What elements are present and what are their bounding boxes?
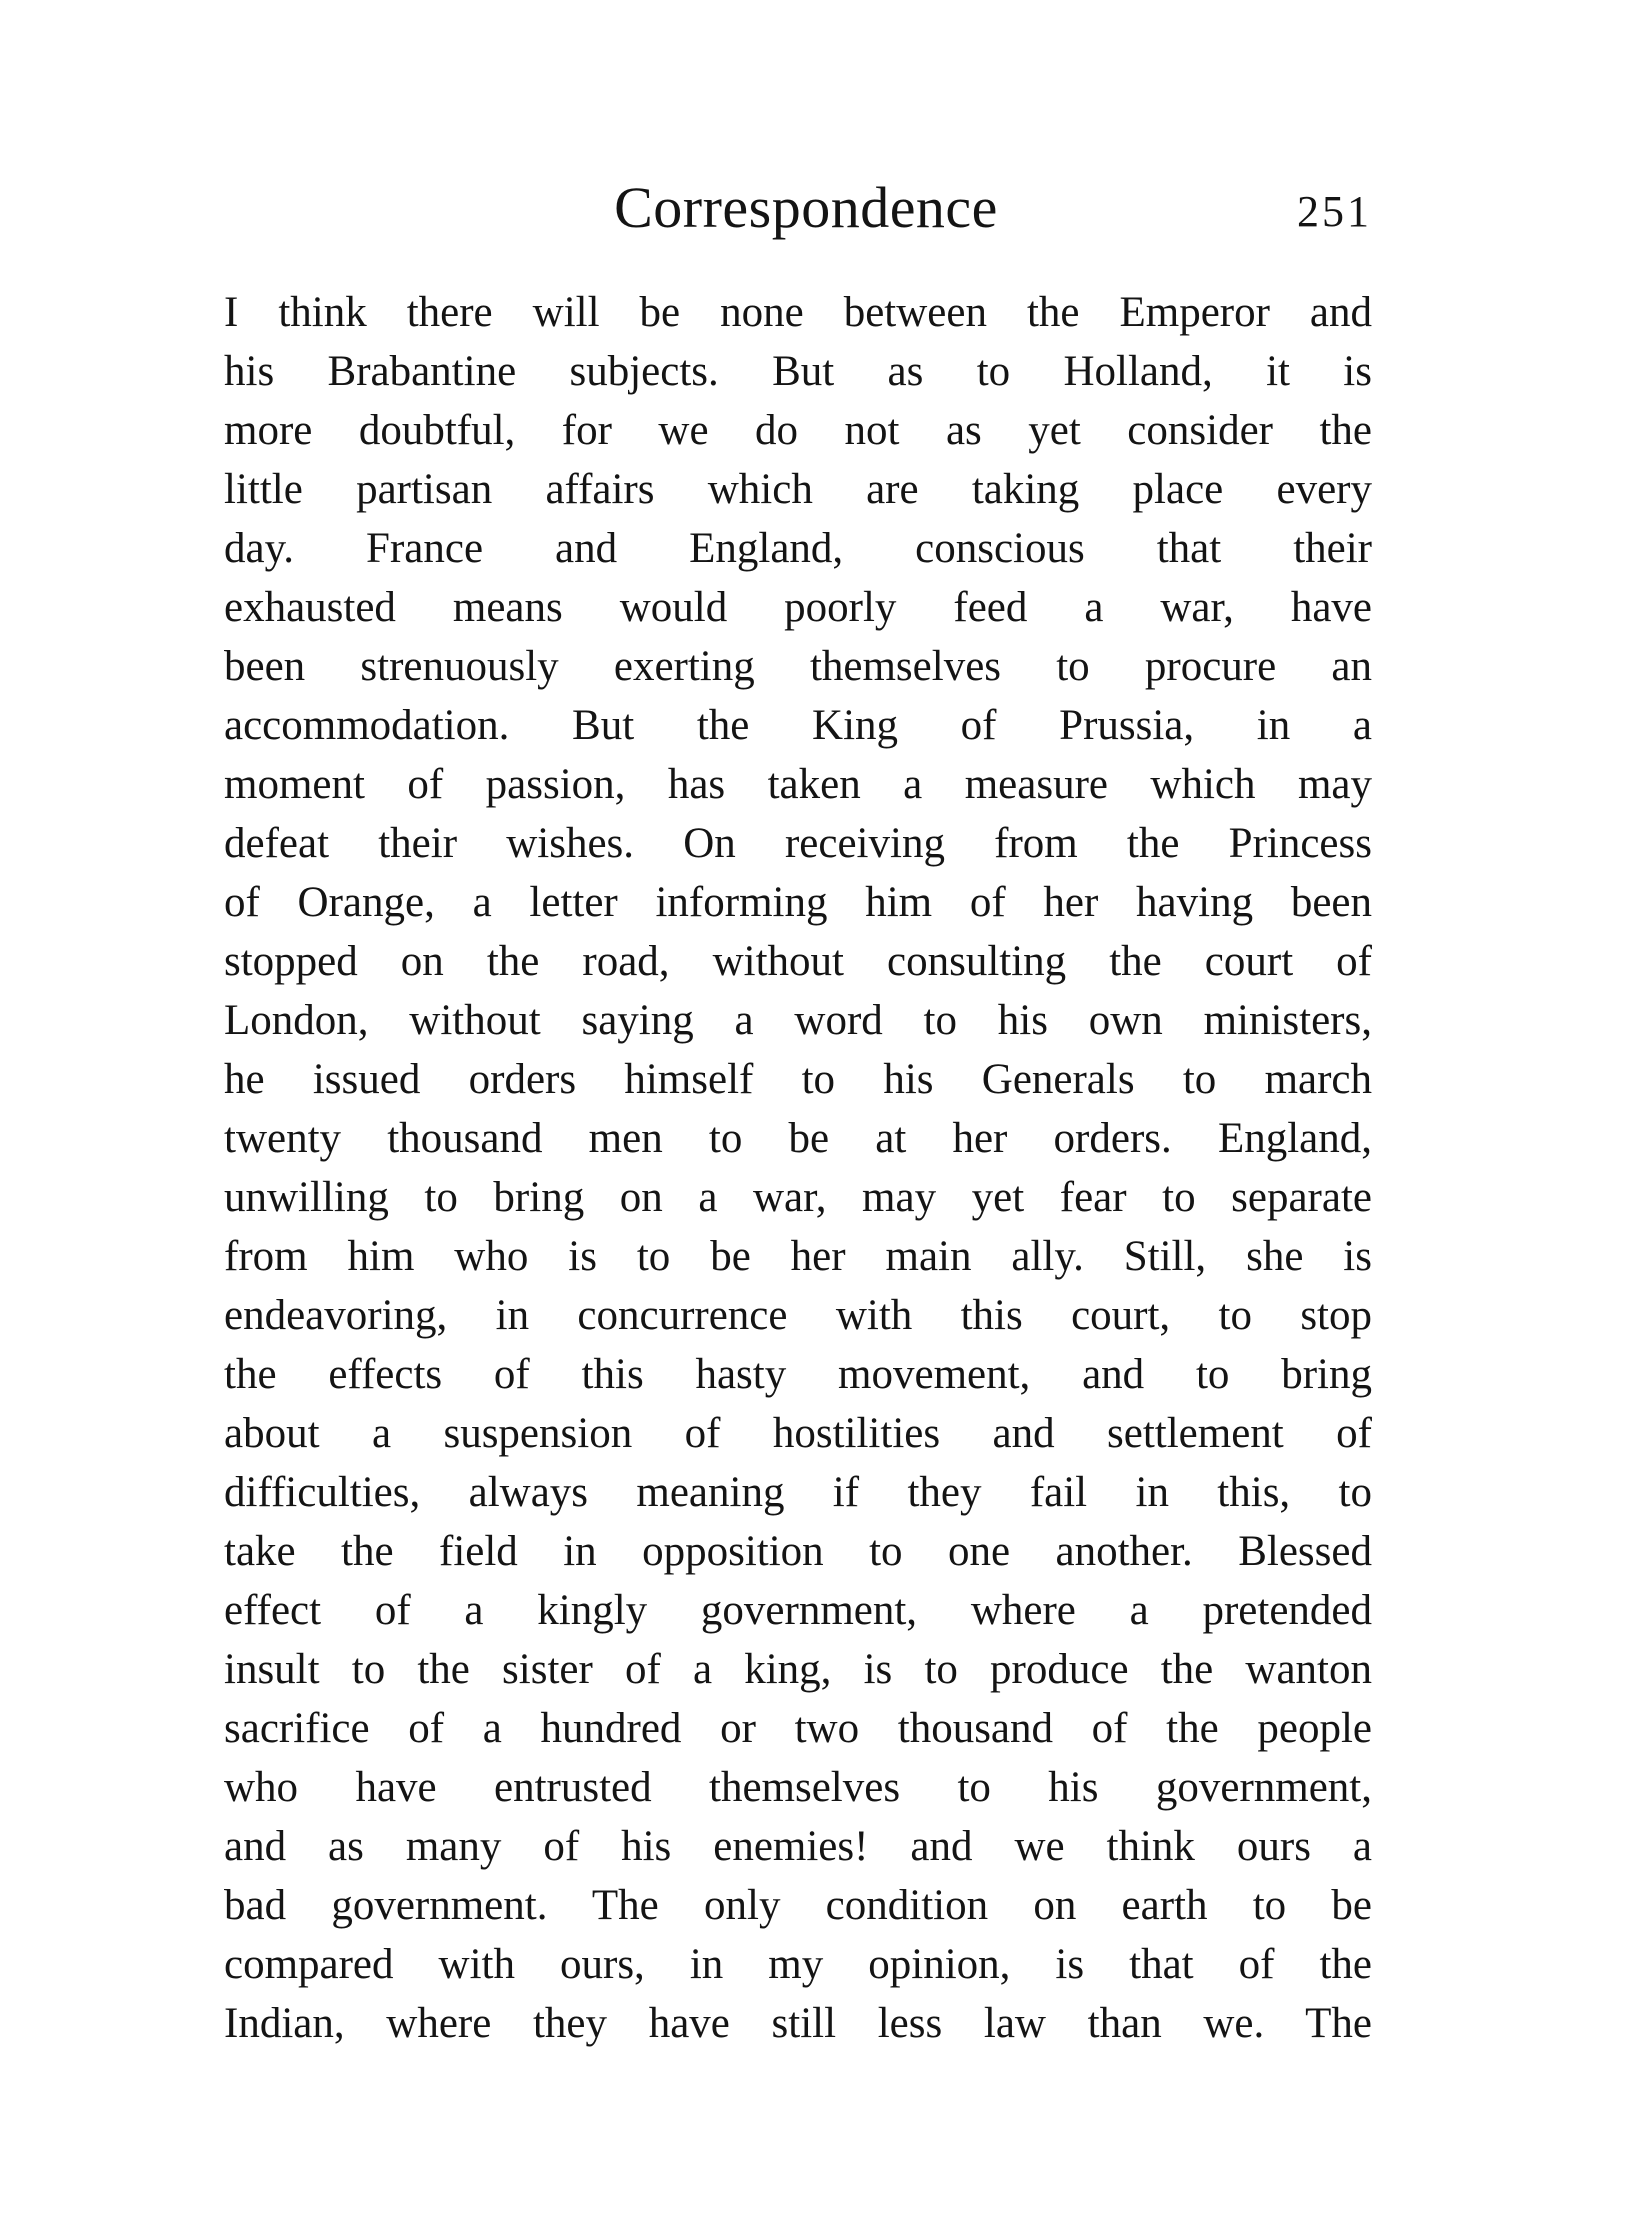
text-line: difficulties, always meaning if they fail in this, to	[224, 1469, 1372, 1516]
text-line: effect of a kingly government, where a pretended	[224, 1587, 1372, 1634]
text-line: Indian, where they have still less law than we. The	[224, 2000, 1372, 2047]
text-line: from him who is to be her main ally. Still, she is	[224, 1233, 1372, 1280]
text-line: insult to the sister of a king, is to produce the wanton	[224, 1646, 1372, 1693]
text-line: unwilling to bring on a war, may yet fear to separate	[224, 1174, 1372, 1221]
running-title: Correspondence	[614, 175, 998, 240]
text-line: stopped on the road, without consulting the court of	[224, 938, 1372, 985]
text-line: more doubtful, for we do not as yet consider the	[224, 407, 1372, 454]
page-number: 251	[1297, 187, 1372, 236]
running-head	[224, 168, 1372, 248]
text-line: moment of passion, has taken a measure which may	[224, 761, 1372, 808]
text-line: his Brabantine subjects. But as to Holland, it is	[224, 348, 1372, 395]
text-line: London, without saying a word to his own ministers,	[224, 997, 1372, 1044]
text-line: accommodation. But the King of Prussia, in a	[224, 702, 1372, 749]
text-line: about a suspension of hostilities and settlement of	[224, 1410, 1372, 1457]
body-text	[224, 283, 1372, 2073]
text-line: day. France and England, conscious that their	[224, 525, 1372, 572]
text-line: he issued orders himself to his Generals to march	[224, 1056, 1372, 1103]
text-line: exhausted means would poorly feed a war, have	[224, 584, 1372, 631]
text-line: I think there will be none between the Emperor and	[224, 289, 1372, 336]
text-line: been strenuously exerting themselves to procure an	[224, 643, 1372, 690]
text-line: compared with ours, in my opinion, is that of the	[224, 1941, 1372, 1988]
text-line: bad government. The only condition on earth to be	[224, 1882, 1372, 1929]
text-line: and as many of his enemies! and we think ours a	[224, 1823, 1372, 1870]
text-line: the effects of this hasty movement, and to bring	[224, 1351, 1372, 1398]
text-line: who have entrusted themselves to his government,	[224, 1764, 1372, 1811]
text-line: endeavoring, in concurrence with this court, to stop	[224, 1292, 1372, 1339]
text-line: sacrifice of a hundred or two thousand of the people	[224, 1705, 1372, 1752]
text-line: little partisan affairs which are taking place every	[224, 466, 1372, 513]
text-line: take the field in opposition to one another. Blessed	[224, 1528, 1372, 1575]
text-line: twenty thousand men to be at her orders. England,	[224, 1115, 1372, 1162]
text-line: of Orange, a letter informing him of her having been	[224, 879, 1372, 926]
text-line: defeat their wishes. On receiving from the Princess	[224, 820, 1372, 867]
